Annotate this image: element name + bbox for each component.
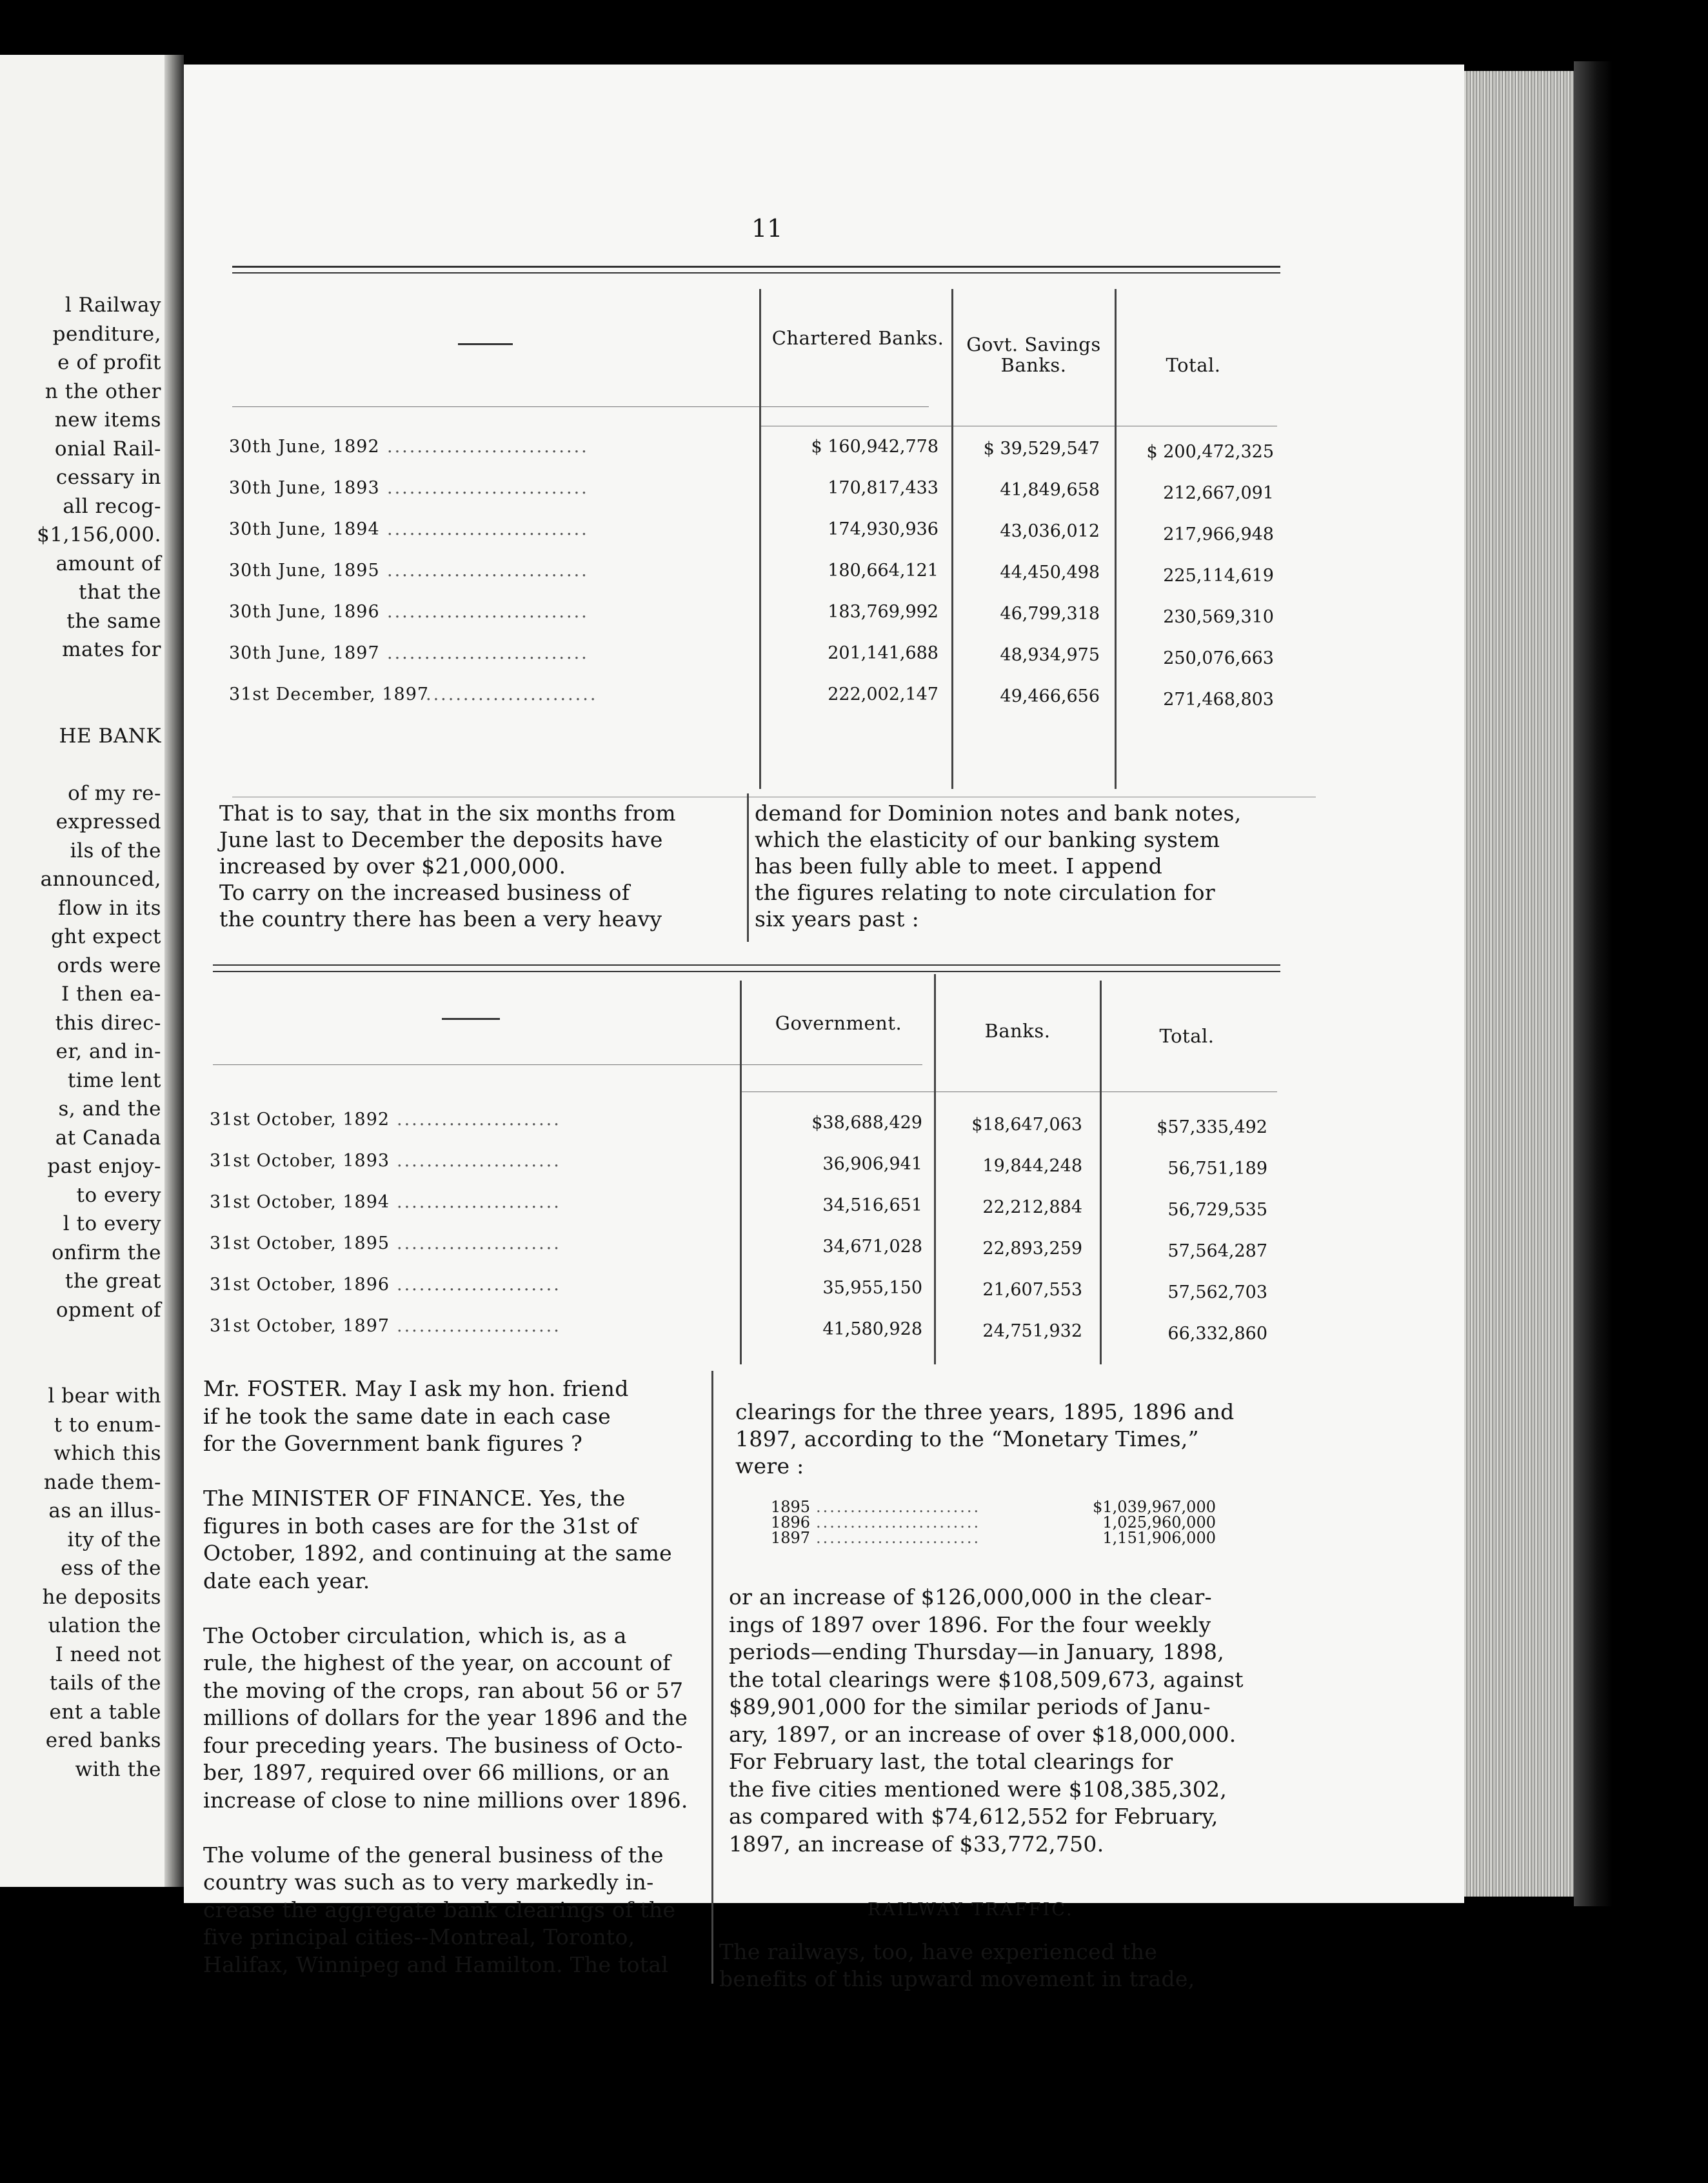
margin-text-line: opment of: [55, 1298, 161, 1322]
table-top-rule: [232, 266, 1280, 268]
header-chartered: Chartered Banks.: [771, 327, 944, 349]
cell-government: 36,906,941: [822, 1154, 922, 1174]
margin-text-line: ght expect: [51, 925, 161, 948]
paragraph-line: 1897, an increase of $33,772,750.: [729, 1831, 1104, 1857]
table-row-label: 31st October, 1893: [210, 1151, 390, 1171]
header-savings: Govt. Savings Banks.: [966, 334, 1101, 376]
cell-total: 271,468,803: [1163, 690, 1274, 710]
cell-total: $57,335,492: [1157, 1117, 1267, 1137]
column-rule: [711, 1371, 713, 1984]
margin-text-line: this direc-: [55, 1011, 161, 1035]
paragraph-line: clearings for the three years, 1895, 1896 and: [735, 1399, 1235, 1424]
leader-dots: ........................: [816, 1498, 981, 1516]
table-top-rule: [213, 964, 1280, 966]
margin-text-line: onial Rail-: [54, 437, 161, 461]
clearings-amount: 1,025,960,000: [1102, 1513, 1216, 1531]
leader-dots: ......................: [397, 1151, 561, 1171]
margin-text-line: onfirm the: [52, 1241, 161, 1264]
paragraph-line: ber, 1897, required over 66 millions, or an: [203, 1760, 670, 1785]
paragraph-line: Halifax, Winnipeg and Hamilton. The total: [203, 1951, 669, 1977]
margin-text-line: l Railway: [65, 294, 161, 317]
margin-text-line: as an illus-: [48, 1499, 161, 1522]
paragraph-line: To carry on the increased business of: [219, 880, 630, 905]
margin-text-line: nade them-: [43, 1470, 161, 1494]
margin-text-line: ered banks: [45, 1729, 161, 1752]
leader-dots: ......................: [397, 1192, 561, 1212]
cell-banks: 24,751,932: [982, 1321, 1082, 1341]
margin-text-line: at Canada: [55, 1126, 161, 1150]
margin-text-line: ils of the: [70, 839, 161, 862]
leader-dots: ...........................: [387, 643, 589, 663]
table-row-label: 30th June, 1896: [229, 602, 380, 622]
paragraph-line: increase of close to nine millions over 1896.: [203, 1787, 688, 1813]
leader-dots: ......................: [397, 1110, 561, 1130]
margin-text-line: flow in its: [58, 896, 161, 920]
margin-text-line: s, and the: [58, 1097, 161, 1121]
paragraph-line: The MINISTER OF FINANCE. Yes, the: [203, 1486, 626, 1511]
header-banks: Banks.: [984, 1020, 1051, 1042]
table-top-rule-2: [232, 272, 1280, 274]
paragraph-line: were :: [735, 1453, 804, 1479]
leader-dots: .......................: [426, 684, 598, 704]
cell-savings: 46,799,318: [1000, 604, 1100, 624]
margin-text-line: the great: [65, 1270, 161, 1293]
margin-text-line: that the: [79, 581, 161, 604]
margin-text-line: time lent: [67, 1068, 161, 1092]
leader-dots: ...........................: [387, 602, 589, 622]
stub-underline: [232, 406, 929, 407]
paragraph-line: the five cities mentioned were $108,385,302,: [729, 1776, 1227, 1802]
table-top-rule-2: [213, 971, 1280, 972]
margin-text-line: penditure,: [52, 322, 161, 346]
cell-government: $38,688,429: [811, 1113, 922, 1133]
table-row-label: 30th June, 1894: [229, 519, 380, 539]
table-row-label: 31st October, 1892: [210, 1110, 390, 1130]
leader-dots: ........................: [816, 1513, 981, 1531]
cell-banks: 21,607,553: [982, 1280, 1082, 1300]
leader-dots: ...........................: [387, 519, 589, 539]
cell-chartered: $ 160,942,778: [811, 437, 938, 457]
paragraph-line: the figures relating to note circulation for: [755, 880, 1215, 905]
paragraph-line: ings of 1897 over 1896. For the four weekly: [729, 1611, 1211, 1637]
paragraph-line: if he took the same date in each case: [203, 1403, 611, 1429]
paragraph-line: benefits of this upward movement in trade,: [719, 1966, 1195, 1991]
margin-text-line: ent a table: [49, 1700, 161, 1724]
cell-total: 66,332,860: [1167, 1324, 1267, 1344]
cell-savings: 48,934,975: [1000, 645, 1100, 665]
leader-dots: ...........................: [387, 561, 589, 581]
clearings-amount: 1,151,906,000: [1102, 1529, 1216, 1547]
margin-text-line: t to enum-: [54, 1413, 161, 1437]
leader-dots: ......................: [397, 1275, 561, 1295]
paragraph-line: four preceding years. The business of Octo-: [203, 1732, 683, 1758]
margin-text-line: ity of the: [67, 1528, 161, 1551]
page-number: 11: [751, 214, 783, 243]
paragraph-line: demand for Dominion notes and bank notes,: [755, 801, 1242, 826]
margin-text-line: ess of the: [61, 1557, 161, 1580]
cell-chartered: 183,769,992: [828, 602, 938, 622]
margin-text-line: of my re-: [68, 781, 161, 805]
cell-banks: 22,212,884: [982, 1197, 1082, 1217]
cell-savings: 44,450,498: [1000, 563, 1100, 583]
cell-chartered: 201,141,688: [828, 643, 938, 663]
cell-banks: 19,844,248: [982, 1156, 1082, 1176]
margin-text-line: er, and in-: [55, 1040, 161, 1063]
margin-text-line: mates for: [62, 638, 161, 661]
stub-underline: [213, 1064, 922, 1065]
cell-total: 225,114,619: [1163, 566, 1274, 586]
margin-text-line: which this: [54, 1442, 161, 1465]
paragraph-line: six years past :: [755, 906, 920, 932]
paragraph-line: periods—ending Thursday—in January, 1898,: [729, 1639, 1225, 1664]
paragraph-line: five principal cities--Montreal, Toronto,: [203, 1924, 635, 1949]
table-row-label: 31st October, 1896: [210, 1275, 390, 1295]
cell-total: 250,076,663: [1163, 648, 1274, 668]
leader-dots: ......................: [397, 1316, 561, 1336]
margin-text-line: announced,: [40, 868, 161, 891]
leader-dots: ...........................: [387, 478, 589, 498]
margin-text-line: expressed: [55, 810, 161, 833]
cell-total: 217,966,948: [1163, 524, 1274, 544]
leader-dots: ........................: [816, 1529, 981, 1547]
col-divider: [1115, 289, 1117, 789]
paragraph-line: the moving of the crops, ran about 56 or 57: [203, 1677, 684, 1703]
paragraph-line: the country there has been a very heavy: [219, 906, 662, 932]
cell-total: 57,564,287: [1167, 1241, 1267, 1261]
paragraph-line: The October circulation, which is, as a: [203, 1622, 627, 1648]
cell-chartered: 170,817,433: [828, 478, 938, 498]
margin-text-line: HE BANK: [59, 724, 161, 748]
margin-text-line: he deposits: [42, 1585, 161, 1609]
paragraph-line: rule, the highest of the year, on account of: [203, 1650, 671, 1675]
paragraph-line: $89,901,000 for the similar periods of Janu-: [729, 1694, 1211, 1719]
paragraph-line: the total clearings were $108,509,673, against: [729, 1666, 1244, 1692]
margin-text-line: the same: [66, 609, 161, 633]
paragraph-line: That is to say, that in the six months from: [219, 801, 676, 826]
margin-text-line: all recog-: [63, 494, 161, 518]
paragraph-line: June last to December the deposits have: [219, 827, 663, 852]
previous-page-strip: [0, 55, 164, 1887]
cell-savings: 41,849,658: [1000, 480, 1100, 500]
col-divider: [934, 974, 936, 1364]
cell-chartered: 180,664,121: [828, 561, 938, 581]
cell-banks: 22,893,259: [982, 1239, 1082, 1259]
cell-total: 57,562,703: [1167, 1282, 1267, 1302]
cell-government: 41,580,928: [822, 1319, 922, 1339]
cell-total: 56,751,189: [1167, 1159, 1267, 1179]
margin-text-line: n the other: [45, 379, 161, 403]
leader-dots: ......................: [397, 1233, 561, 1253]
paragraph-line: millions of dollars for the year 1896 and the: [203, 1705, 688, 1730]
leader-dots: ...........................: [387, 437, 589, 457]
cell-banks: $18,647,063: [971, 1115, 1082, 1135]
header-government: Government.: [775, 1012, 902, 1034]
cell-total: 230,569,310: [1163, 607, 1274, 627]
margin-text-line: ords were: [57, 953, 161, 977]
cell-chartered: 174,930,936: [828, 519, 938, 539]
book-cover-edge: [1574, 61, 1613, 1906]
margin-text-line: e of profit: [57, 351, 161, 374]
cell-total: $ 200,472,325: [1146, 442, 1274, 462]
paragraph-line: date each year.: [203, 1568, 370, 1593]
header-total: Total.: [1159, 1025, 1215, 1047]
section-heading: RAILWAY TRAFFIC.: [868, 1900, 1074, 1920]
margin-text-line: new items: [54, 408, 161, 432]
paragraph-line: which the elasticity of our banking system: [755, 827, 1220, 852]
book-gutter: [164, 55, 184, 1887]
cell-government: 34,516,651: [822, 1195, 922, 1215]
table-row-label: 30th June, 1893: [229, 478, 380, 498]
cell-savings: 49,466,656: [1000, 686, 1100, 706]
cell-total: 56,729,535: [1167, 1200, 1267, 1220]
margin-text-line: cessary in: [55, 466, 161, 489]
stub-dash: [442, 1018, 500, 1020]
paragraph-line: increased by over $21,000,000.: [219, 853, 566, 879]
margin-text-line: with the: [75, 1757, 161, 1781]
clearings-amount: $1,039,967,000: [1093, 1498, 1216, 1516]
table-row-label: 30th June, 1895: [229, 561, 380, 581]
document-page: [184, 65, 1464, 1991]
margin-text-line: l to every: [63, 1212, 161, 1235]
margin-text-line: tails of the: [49, 1671, 161, 1695]
paragraph-line: 1897, according to the “Monetary Times,”: [735, 1426, 1199, 1451]
column-rule: [747, 793, 749, 942]
paragraph-line: Mr. FOSTER. May I ask my hon. friend: [203, 1376, 629, 1401]
cell-government: 34,671,028: [822, 1237, 922, 1257]
header-total: Total.: [1166, 354, 1221, 376]
table-row-label: 30th June, 1892: [229, 437, 380, 457]
clearings-year: 1895: [771, 1498, 811, 1516]
cell-savings: 43,036,012: [1000, 521, 1100, 541]
paragraph-line: ary, 1897, or an increase of over $18,000,000.: [729, 1721, 1236, 1747]
cell-chartered: 222,002,147: [828, 684, 938, 704]
paragraph-line: has been fully able to meet. I append: [755, 853, 1163, 879]
cell-government: 35,955,150: [822, 1278, 922, 1298]
table-row-label: 31st October, 1897: [210, 1316, 390, 1336]
paragraph-line: crease the aggregate bank clearings of the: [203, 1897, 676, 1922]
margin-text-line: ulation the: [48, 1614, 161, 1637]
paragraph-line: or an increase of $126,000,000 in the clear-: [729, 1584, 1212, 1610]
paragraph-line: October, 1892, and continuing at the same: [203, 1540, 672, 1566]
paragraph-line: for the Government bank figures ?: [203, 1431, 583, 1456]
paragraph-line: as compared with $74,612,552 for February,: [729, 1804, 1218, 1829]
table-row-label: 31st December, 1897: [229, 684, 430, 704]
col-divider: [1100, 981, 1102, 1364]
paragraph-line: figures in both cases are for the 31st of: [203, 1513, 638, 1539]
margin-text-line: $1,156,000.: [37, 523, 161, 546]
margin-text-line: amount of: [55, 552, 161, 575]
table-row-label: 31st October, 1894: [210, 1192, 390, 1212]
paragraph-line: The volume of the general business of the: [203, 1842, 664, 1868]
clearings-year: 1897: [771, 1529, 811, 1547]
paragraph-line: For February last, the total clearings for: [729, 1749, 1173, 1774]
cell-savings: $ 39,529,547: [983, 439, 1100, 459]
stub-dash: [458, 343, 513, 345]
col-divider: [951, 289, 953, 789]
margin-text-line: past enjoy-: [47, 1155, 161, 1178]
margin-text-line: l bear with: [48, 1384, 161, 1408]
cell-total: 212,667,091: [1163, 483, 1274, 503]
margin-text-line: to every: [76, 1183, 161, 1207]
table-row-label: 30th June, 1897: [229, 643, 380, 663]
margin-text-line: I then ea-: [61, 982, 161, 1006]
table-row-label: 31st October, 1895: [210, 1233, 390, 1253]
margin-text-line: I need not: [55, 1642, 161, 1666]
page-stack-edge: [1464, 71, 1574, 1897]
paragraph-line: The railways, too, have experienced the: [719, 1939, 1158, 1964]
clearings-year: 1896: [771, 1513, 811, 1531]
paragraph-line: country was such as to very markedly in-: [203, 1869, 654, 1895]
